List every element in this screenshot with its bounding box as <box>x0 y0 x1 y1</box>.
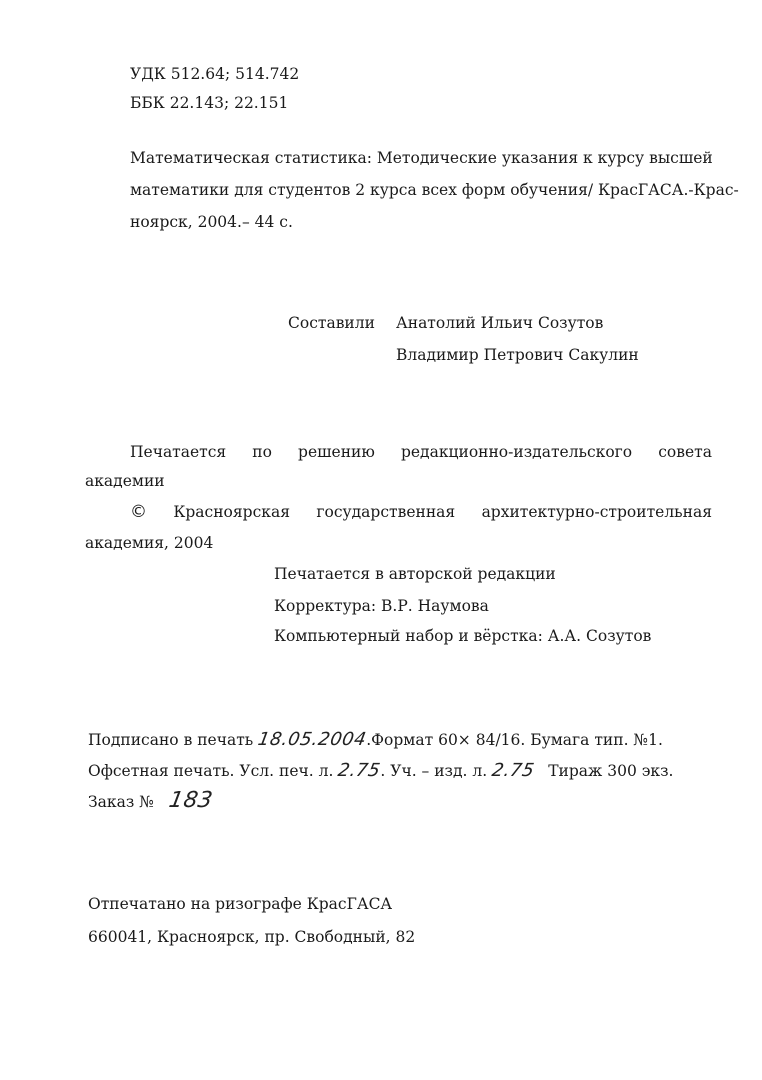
uch-value-handwritten: 2.75 <box>490 760 537 781</box>
compilers-label: Составили <box>288 314 375 332</box>
approval-line-2: академии <box>85 472 165 490</box>
annotation-line-2: математики для студентов 2 курса всех форм обучения/ КрасГАСА.-Крас- <box>130 181 739 199</box>
approval-word: по <box>252 443 272 461</box>
approval-word: редакционно-издательского <box>400 443 633 461</box>
approval-line-1 <box>130 442 712 462</box>
order-line <box>88 788 215 813</box>
bbk-line: ББК 22.143; 22.151 <box>130 94 289 112</box>
compiler-author-1: Анатолий Ильич Созутов <box>396 314 604 332</box>
copyright-word: государственная <box>316 503 456 521</box>
printer-line-2: 660041, Красноярск, пр. Свободный, 82 <box>88 928 416 946</box>
offset-label: Офсетная печать. Усл. печ. л. <box>88 762 334 780</box>
approval-word: Печатается <box>130 443 227 461</box>
uch-label: . Уч. – изд. л. <box>380 762 488 780</box>
typesetting-line: Компьютерный набор и вёрстка: А.А. Созутов <box>274 627 652 645</box>
compiler-author-2: Владимир Петрович Сакулин <box>396 346 639 364</box>
udk-line: УДК 512.64; 514.742 <box>130 65 300 83</box>
copyright-icon: © <box>130 502 147 522</box>
print-params-line <box>88 761 673 781</box>
copyright-word: архитектурно-строительная <box>481 503 712 521</box>
order-number-handwritten: 183 <box>166 788 215 813</box>
author-edition-note: Печатается в авторской редакции <box>274 565 556 583</box>
signed-date-handwritten: 18.05.2004 <box>256 729 369 750</box>
format-text: .Формат 60× 84/16. Бумага тип. №1. <box>366 731 663 749</box>
usl-value-handwritten: 2.75 <box>336 760 383 781</box>
printer-line-1: Отпечатано на ризографе КрасГАСА <box>88 895 393 913</box>
proofreader-line: Корректура: В.Р. Наумова <box>274 597 489 615</box>
signed-to-print-line <box>88 730 663 750</box>
copyright-word: Красноярская <box>173 503 290 521</box>
approval-word: решению <box>298 443 375 461</box>
copyright-line-2: академия, 2004 <box>85 534 214 552</box>
annotation-line-3: ноярск, 2004.– 44 с. <box>130 213 293 231</box>
signed-label: Подписано в печать <box>88 731 254 749</box>
tirazh-text: Тираж 300 экз. <box>548 762 674 780</box>
order-label: Заказ № <box>88 793 154 811</box>
copyright-line-1 <box>130 502 712 522</box>
approval-word: совета <box>658 443 712 461</box>
annotation-line-1: Математическая статистика: Методические указания к курсу высшей <box>130 149 713 167</box>
